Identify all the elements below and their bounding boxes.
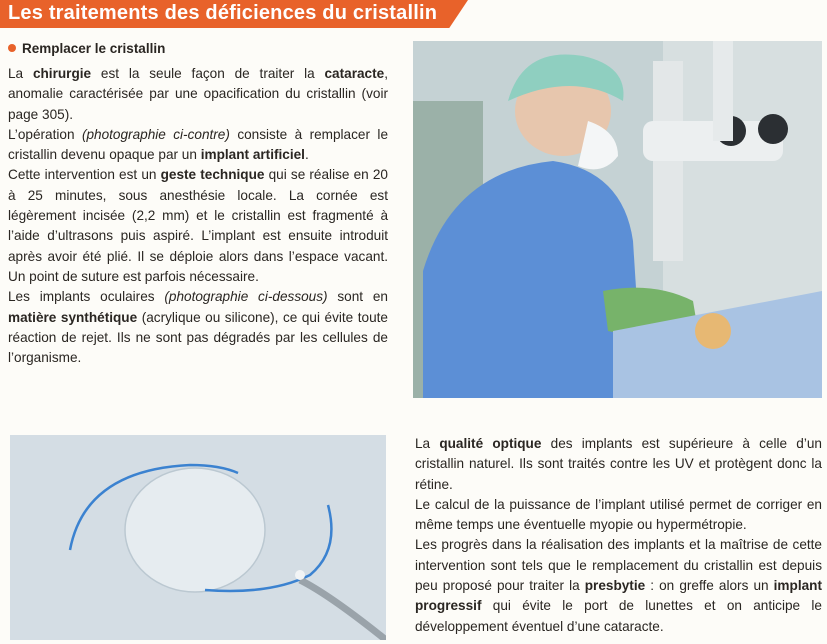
surgery-photo [413,41,822,398]
paragraph: Les progrès dans la réalisation des implants et la maîtrise de cette intervention sont tels que le remplacement du cristallin est depuis peu proposé pour traiter la presbytie : on greffe alors un implant progressif qui évite le port de lunettes et on anticipe le développement éventuel d’une cataracte. [415,537,822,634]
paragraph: La chirurgie est la seule façon de traiter la cataracte, anomalie caractérisée par une opacification du cristallin (voir page 305). [8,66,388,122]
paragraph: Les implants oculaires (photographie ci-dessous) sont en matière synthétique (acrylique ou silicone), ce qui évite toute réaction de rejet. Ils ne sont pas dégradés par les cellules de l’organisme. [8,289,388,366]
right-text-column [415,434,822,637]
paragraph: Cette intervention est un geste technique qui se réalise en 20 à 25 minutes, sous anesthésie locale. La cornée est légèrement incisée (2,2 mm) et le cristallin est fragmenté à l’aide d’ultrasons puis aspiré. L’implant est ensuite introduit après avoir été plié. Il se déploie alors dans l’espace vacant. Un point de suture est parfois nécessaire. [8,167,388,284]
paragraph: La qualité optique des implants est supérieure à celle d’un cristallin naturel. Ils sont traités contre les UV et protègent donc la rétine. [415,436,822,492]
paragraph: L’opération (photographie ci-contre) consiste à remplacer le cristallin devenu opaque par un implant artificiel. [8,126,388,163]
section-heading [8,41,165,56]
left-text-column [8,64,388,368]
section-heading-text: Remplacer le cristallin [22,41,166,56]
bullet-icon [8,44,16,52]
implant-photo [10,435,386,640]
paragraph: Le calcul de la puissance de l’implant utilisé permet de corriger en même temps une éventuelle myopie ou hypermétropie. [415,496,822,533]
page-title: Les traitements des déficiences du cristallin [8,2,438,24]
